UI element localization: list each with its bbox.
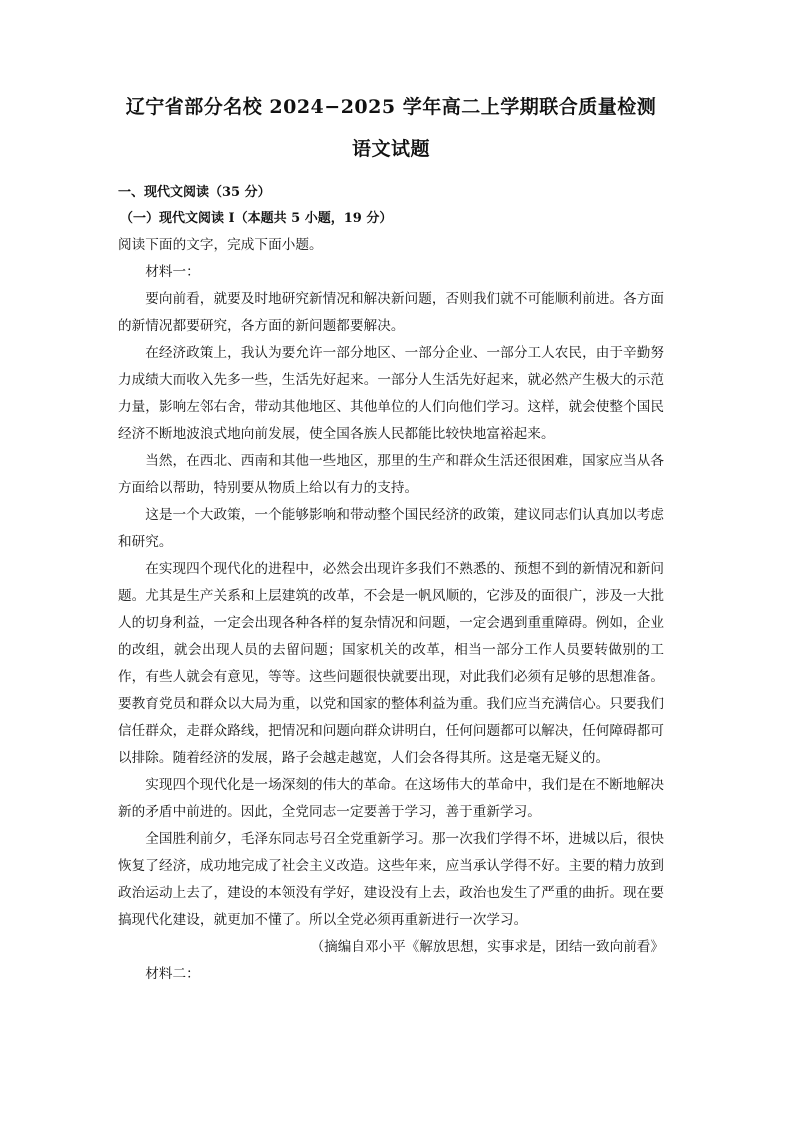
instruction-text: 阅读下面的文字，完成下面小题。 xyxy=(118,237,323,253)
paragraph: 实现四个现代化是一场深刻的伟大的革命。在这场伟大的革命中，我们是在不断地解决新的矛盾中前进的。因此，全党同志一定要善于学习，善于重新学习。 xyxy=(118,777,664,820)
exam-title: 辽宁省部分名校 2024−2025 学年高二上学期联合质量检测 xyxy=(125,96,657,118)
exam-subtitle: 语文试题 xyxy=(351,138,430,160)
paragraph: 要向前看，就要及时地研究新情况和解决新问题，否则我们就不可能顺利前进。各方面的新情况都要研究，各方面的新问题都要解决。 xyxy=(118,291,664,334)
paragraph: 这是一个大政策，一个能够影响和带动整个国民经济的政策，建议同志们认真加以考虑和研究。 xyxy=(118,507,664,550)
subsection-heading: （一）现代文阅读 I（本题共 5 小题，19 分） xyxy=(120,211,393,226)
section-heading: 一、现代文阅读（35 分） xyxy=(118,185,271,200)
paragraph: 全国胜利前夕，毛泽东同志号召全党重新学习。那一次我们学得不坏，进城以后，很快恢复了经济，成功地完成了社会主义改造。这些年来，应当承认学得不好。主要的精力放到政治运动上去了，建设的本领没有学好，建设没有上去，政治也发生了严重的曲折。现在要搞现代化建设，就更加不懂了。所以全党必须再重新进行一次学习。 xyxy=(118,831,664,928)
source-citation: （摘编自邓小平《解放思想，实事求是，团结一致向前看》 xyxy=(310,939,664,955)
paragraph: 在经济政策上，我认为要允许一部分地区、一部分企业、一部分工人农民，由于辛勤努力成绩大而收入先多一些，生活先好起来。一部分人生活先好起来，就必然产生极大的示范力量，影响左邻右舍，带动其他地区、其他单位的人们向他们学习。这样，就会使整个国民经济不断地波浪式地向前发展，使全国各族人民都能比较快地富裕起来。 xyxy=(118,345,664,442)
material-label: 材料二： xyxy=(145,966,200,982)
material-label: 材料一： xyxy=(145,264,200,280)
paragraph: 当然，在西北、西南和其他一些地区，那里的生产和群众生活还很困难，国家应当从各方面给以帮助，特别要从物质上给以有力的支持。 xyxy=(118,453,664,496)
paragraph: 在实现四个现代化的进程中，必然会出现许多我们不熟悉的、预想不到的新情况和新问题。尤其是生产关系和上层建筑的改革，不会是一帆风顺的，它涉及的面很广，涉及一大批人的切身利益，一定会出现各种各样的复杂情况和问题，一定会遇到重重障碍。例如，企业的改组，就会出现人员的去留问题；国家机关的改革，相当一部分工作人员要转做别的工作，有些人就会有意见，等等。这些问题很快就要出现，对此我们必须有足够的思想准备。要教育党员和群众以大局为重，以党和国家的整体利益为重。我们应当充满信心。只要我们信任群众，走群众路线，把情况和问题向群众讲明白，任何问题都可以解决，任何障碍都可以排除。随着经济的发展，路子会越走越宽，人们会各得其所。这是毫无疑义的。 xyxy=(118,561,664,766)
